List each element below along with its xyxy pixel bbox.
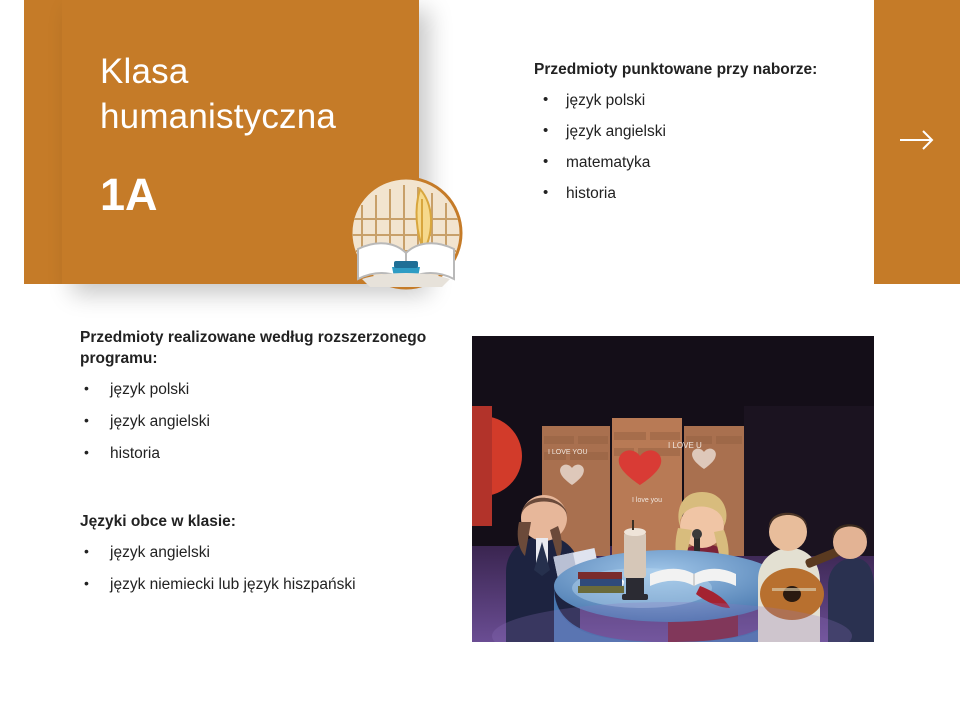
book-quill-emblem (342, 175, 470, 303)
list-item: • język niemiecki lub język hiszpański (80, 575, 480, 595)
arrow-right-icon[interactable] (898, 128, 938, 152)
section-heading: Przedmioty realizowane według rozszerzonego programu: (80, 329, 427, 367)
class-number: 1A (100, 169, 158, 220)
title-line-1: Klasa (100, 52, 189, 91)
svg-text:I love you: I love you (632, 497, 662, 504)
list-item: • język polski (534, 91, 874, 111)
list-item: • język angielski (80, 412, 460, 432)
section-heading: Języki obce w klasie: (80, 513, 236, 530)
list-item: • historia (80, 444, 460, 464)
section-heading: Przedmioty punktowane przy naborze: (534, 61, 818, 78)
list-item: • język angielski (534, 122, 874, 142)
list-przedmioty-punktowane (534, 91, 874, 205)
list-jezyki-obce (80, 543, 480, 595)
page-title (100, 50, 400, 140)
list-item: • język polski (80, 380, 460, 400)
left-white-band (0, 0, 24, 720)
section-jezyki-obce (80, 512, 480, 607)
svg-text:I LOVE YOU: I LOVE YOU (548, 449, 588, 456)
school-theatre-performance-photo (472, 336, 874, 642)
list-item: • historia (534, 184, 874, 204)
section-przedmioty-punktowane (534, 60, 874, 215)
list-item: • język angielski (80, 543, 480, 563)
list-item: • matematyka (534, 153, 874, 173)
list-przedmioty-rozszerzone (80, 380, 460, 464)
svg-text:I LOVE U: I LOVE U (668, 441, 702, 450)
section-przedmioty-rozszerzone (80, 328, 460, 476)
title-line-2: humanistyczna (100, 96, 337, 136)
